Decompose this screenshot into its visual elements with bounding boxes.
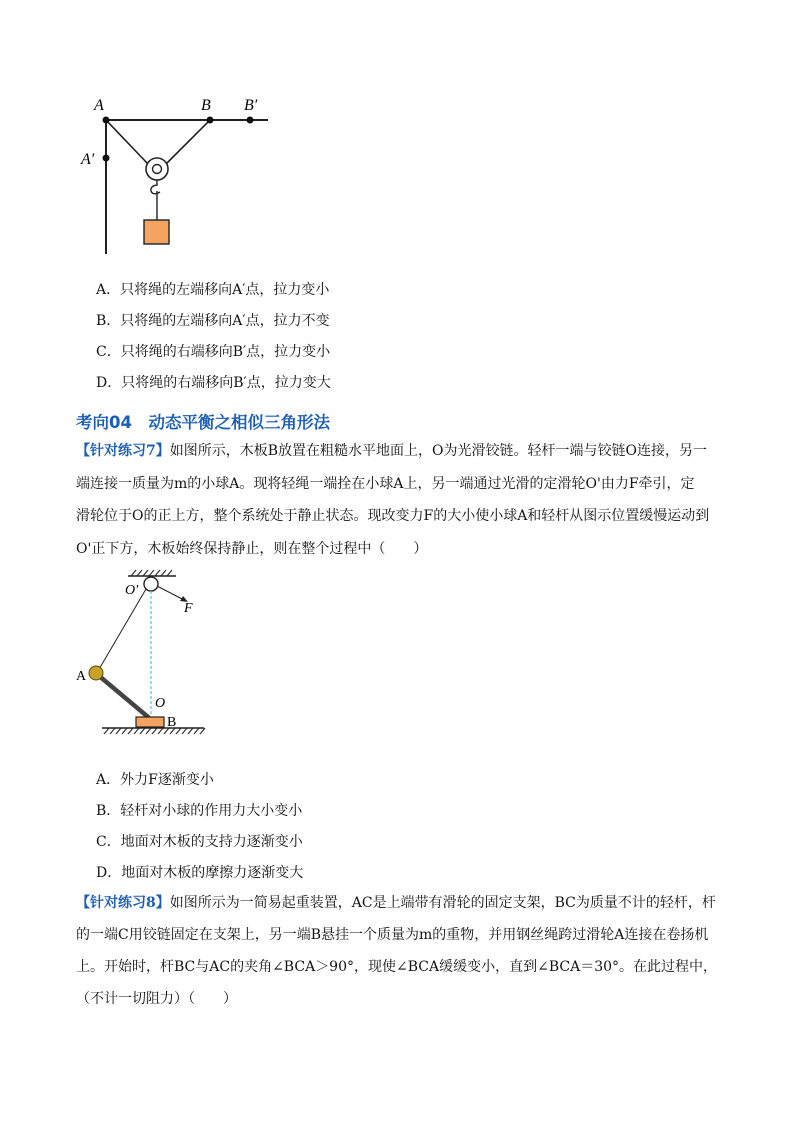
board-B (136, 717, 164, 727)
pulley-figure (76, 92, 276, 257)
q8-text-1: 如图所示为一简易起重装置，AC是上端带有滑轮的固定支架，BC为质量不计的轻杆，杆 (169, 895, 716, 911)
pulley-inner (153, 165, 162, 174)
q8-tag: 【针对练习8】 (76, 895, 170, 911)
rope-right (166, 120, 210, 164)
q7-option-c[interactable]: C．地面对木板的支持力逐渐变小 (96, 834, 303, 850)
pulley-hook (151, 180, 160, 194)
label-B: B (201, 97, 211, 114)
label-A: A (94, 97, 104, 114)
q6-option-b[interactable]: B．只将绳的左端移向A′点，拉力不变 (96, 313, 330, 329)
ball-A (89, 666, 103, 680)
q6-option-d[interactable]: D．只将绳的右端移向B′点，拉力变大 (96, 375, 331, 391)
q8-line-2: 的一端C用铰链固定在支架上，另一端B悬挂一个质量为m的重物，并用钢丝绳跨过滑轮A连接在卷扬机 (76, 927, 709, 943)
point-B-prime (247, 117, 254, 124)
rod-ball-figure (76, 565, 226, 740)
q8-line-4: （不计一切阻力）（ ） (76, 991, 237, 1007)
q6-option-a[interactable]: A．只将绳的左端移向A′点，拉力变小 (96, 282, 330, 298)
ground-hatch (104, 728, 205, 734)
q7-line-1 (76, 441, 707, 461)
q7-line-3: 滑轮位于O的正上方，整个系统处于静止状态。现改变力F的大小使小球A和轻杆从图示位置缓慢运动到 (76, 508, 710, 524)
q7-line-2: 端连接一质量为m的小球A。现将轻绳一端拴在小球A上，另一端通过光滑的定滑轮O'由力F牵引，定 (76, 476, 695, 492)
q8-line-3: 上。开始时，杆BC与AC的夹角∠BCA＞90°，现使∠BCA缓缓变小，直到∠BCA＝30°。在此过程中， (76, 959, 718, 975)
q7-text-1: 如图所示，木板B放置在粗糙水平地面上，O为光滑铰链。轻杆一端与铰链O连接，另一 (169, 443, 707, 459)
point-A-prime (103, 155, 110, 162)
section-title: 考向04 动态平衡之相似三角形法 (76, 413, 330, 432)
label-F: F (184, 601, 193, 616)
hanging-block (144, 220, 169, 244)
q7-option-b[interactable]: B．轻杆对小球的作用力大小变小 (96, 803, 303, 819)
label-B-prime: B′ (244, 97, 258, 114)
rope-to-ball (98, 589, 146, 671)
label-O: O (155, 696, 166, 711)
rope-left (106, 120, 148, 164)
q7-option-a[interactable]: A．外力F逐渐变小 (96, 772, 214, 788)
q7-tag: 【针对练习7】 (76, 443, 170, 459)
light-rod (98, 675, 148, 717)
ceiling-hatch (131, 570, 172, 576)
label-A-prime: A′ (81, 151, 95, 168)
label-A: A (76, 669, 87, 684)
q6-option-c[interactable]: C．只将绳的右端移向B′点，拉力变小 (96, 344, 331, 360)
q7-option-d[interactable]: D．地面对木板的摩擦力逐渐变大 (96, 865, 304, 881)
label-O-prime: O' (125, 583, 139, 598)
point-B (207, 117, 214, 124)
fixed-pulley (144, 577, 158, 591)
point-A (103, 117, 110, 124)
label-B: B (167, 715, 177, 730)
q8-line-1 (76, 893, 716, 913)
q7-line-4: O'正下方，木板始终保持静止，则在整个过程中（ ） (76, 541, 428, 557)
